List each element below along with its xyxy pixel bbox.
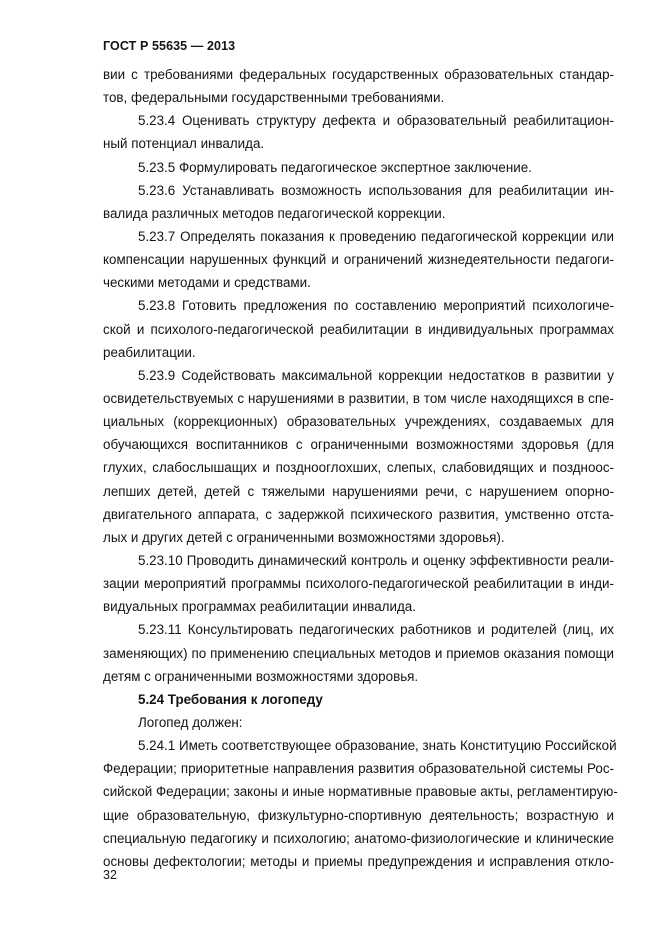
text-line: освидетельствуемых с нарушениями в развитии, в том числе находящихся в спе- (103, 390, 614, 406)
text-line: Логопед должен: (138, 714, 243, 730)
text-line: заменяющих) по применению специальных методов и приемов оказания помощи (103, 645, 614, 661)
clause-5-23-6: 5.23.6 Устанавливать возможность использования для реабилитации ин- (138, 182, 614, 198)
clause-5-23-5: 5.23.5 Формулировать педагогическое экспертное заключение. (138, 159, 532, 175)
page-number: 32 (103, 868, 117, 882)
document-body (103, 63, 618, 873)
clause-5-23-9: 5.23.9 Содействовать максимальной коррекции недостатков в развитии у (138, 367, 614, 383)
text-line: глухих, слабослышащих и позднооглохших, слепых, слабовидящих и поздноос- (103, 460, 614, 476)
text-line: лепших детей, детей с тяжелыми нарушениями речи, с нарушением опорно- (103, 483, 614, 499)
text-line: специальную педагогику и психологию; анатомо-физиологические и клинические (103, 830, 614, 846)
text-line: реабилитации. (103, 344, 196, 360)
section-heading-5-24: 5.24 Требования к логопеду (138, 691, 323, 707)
text-line: вии с требованиями федеральных государственных образовательных стандар- (103, 67, 614, 82)
text-line: ческими методами и средствами. (103, 275, 311, 291)
clause-5-23-7: 5.23.7 Определять показания к проведению педагогической коррекции или (138, 228, 614, 244)
text-line: видуальных программах реабилитации инвалида. (103, 599, 416, 615)
text-line: обучающихся воспитанников с ограниченными возможностями здоровья (для (103, 437, 614, 453)
clause-5-23-10: 5.23.10 Проводить динамический контроль и оценку эффективности реали- (138, 552, 614, 568)
text-line: двигательного аппарата, с задержкой психического развития, умственно отста- (103, 506, 614, 522)
text-line: ный потенциал инвалида. (103, 136, 265, 152)
text-line: детям с ограниченными возможностями здоровья. (103, 668, 419, 684)
text-line: тов, федеральными государственными требованиями. (103, 90, 445, 106)
text-line: щие образовательную, физкультурно-спортивную деятельность; возрастную и (103, 807, 614, 823)
text-line: валида различных методов педагогической коррекции. (103, 205, 446, 221)
clause-5-23-4: 5.23.4 Оценивать структуру дефекта и образовательный реабилитацион- (138, 113, 614, 129)
text-line: зации мероприятий программы психолого-педагогической реабилитации в инди- (103, 576, 614, 592)
text-line: сийской Федерации; законы и иные нормативные правовые акты, регламентирую- (103, 784, 618, 800)
text-line: компенсации нарушенных функций и ограничений жизнедеятельности педагоги- (103, 252, 614, 268)
text-line: основы дефектологии; методы и приемы предупреждения и исправления откло- (103, 853, 614, 869)
clause-5-23-8: 5.23.8 Готовить предложения по составлению мероприятий психологиче- (138, 298, 614, 314)
text-line: ской и психолого-педагогической реабилитации в индивидуальных программах (103, 321, 614, 337)
document-header: ГОСТ Р 55635 — 2013 (103, 39, 236, 53)
clause-5-23-11: 5.23.11 Консультировать педагогических работников и родителей (лиц, их (138, 622, 614, 638)
text-line: Федерации; приоритетные направления развития образовательной системы Рос- (103, 761, 614, 777)
text-line: лых и других детей с ограниченными возможностями здоровья). (103, 529, 505, 545)
text-line: циальных (коррекционных) образовательных учреждениях, создаваемых для (103, 414, 614, 430)
clause-5-24-1: 5.24.1 Иметь соответствующее образование, знать Конституцию Российской (138, 738, 617, 754)
